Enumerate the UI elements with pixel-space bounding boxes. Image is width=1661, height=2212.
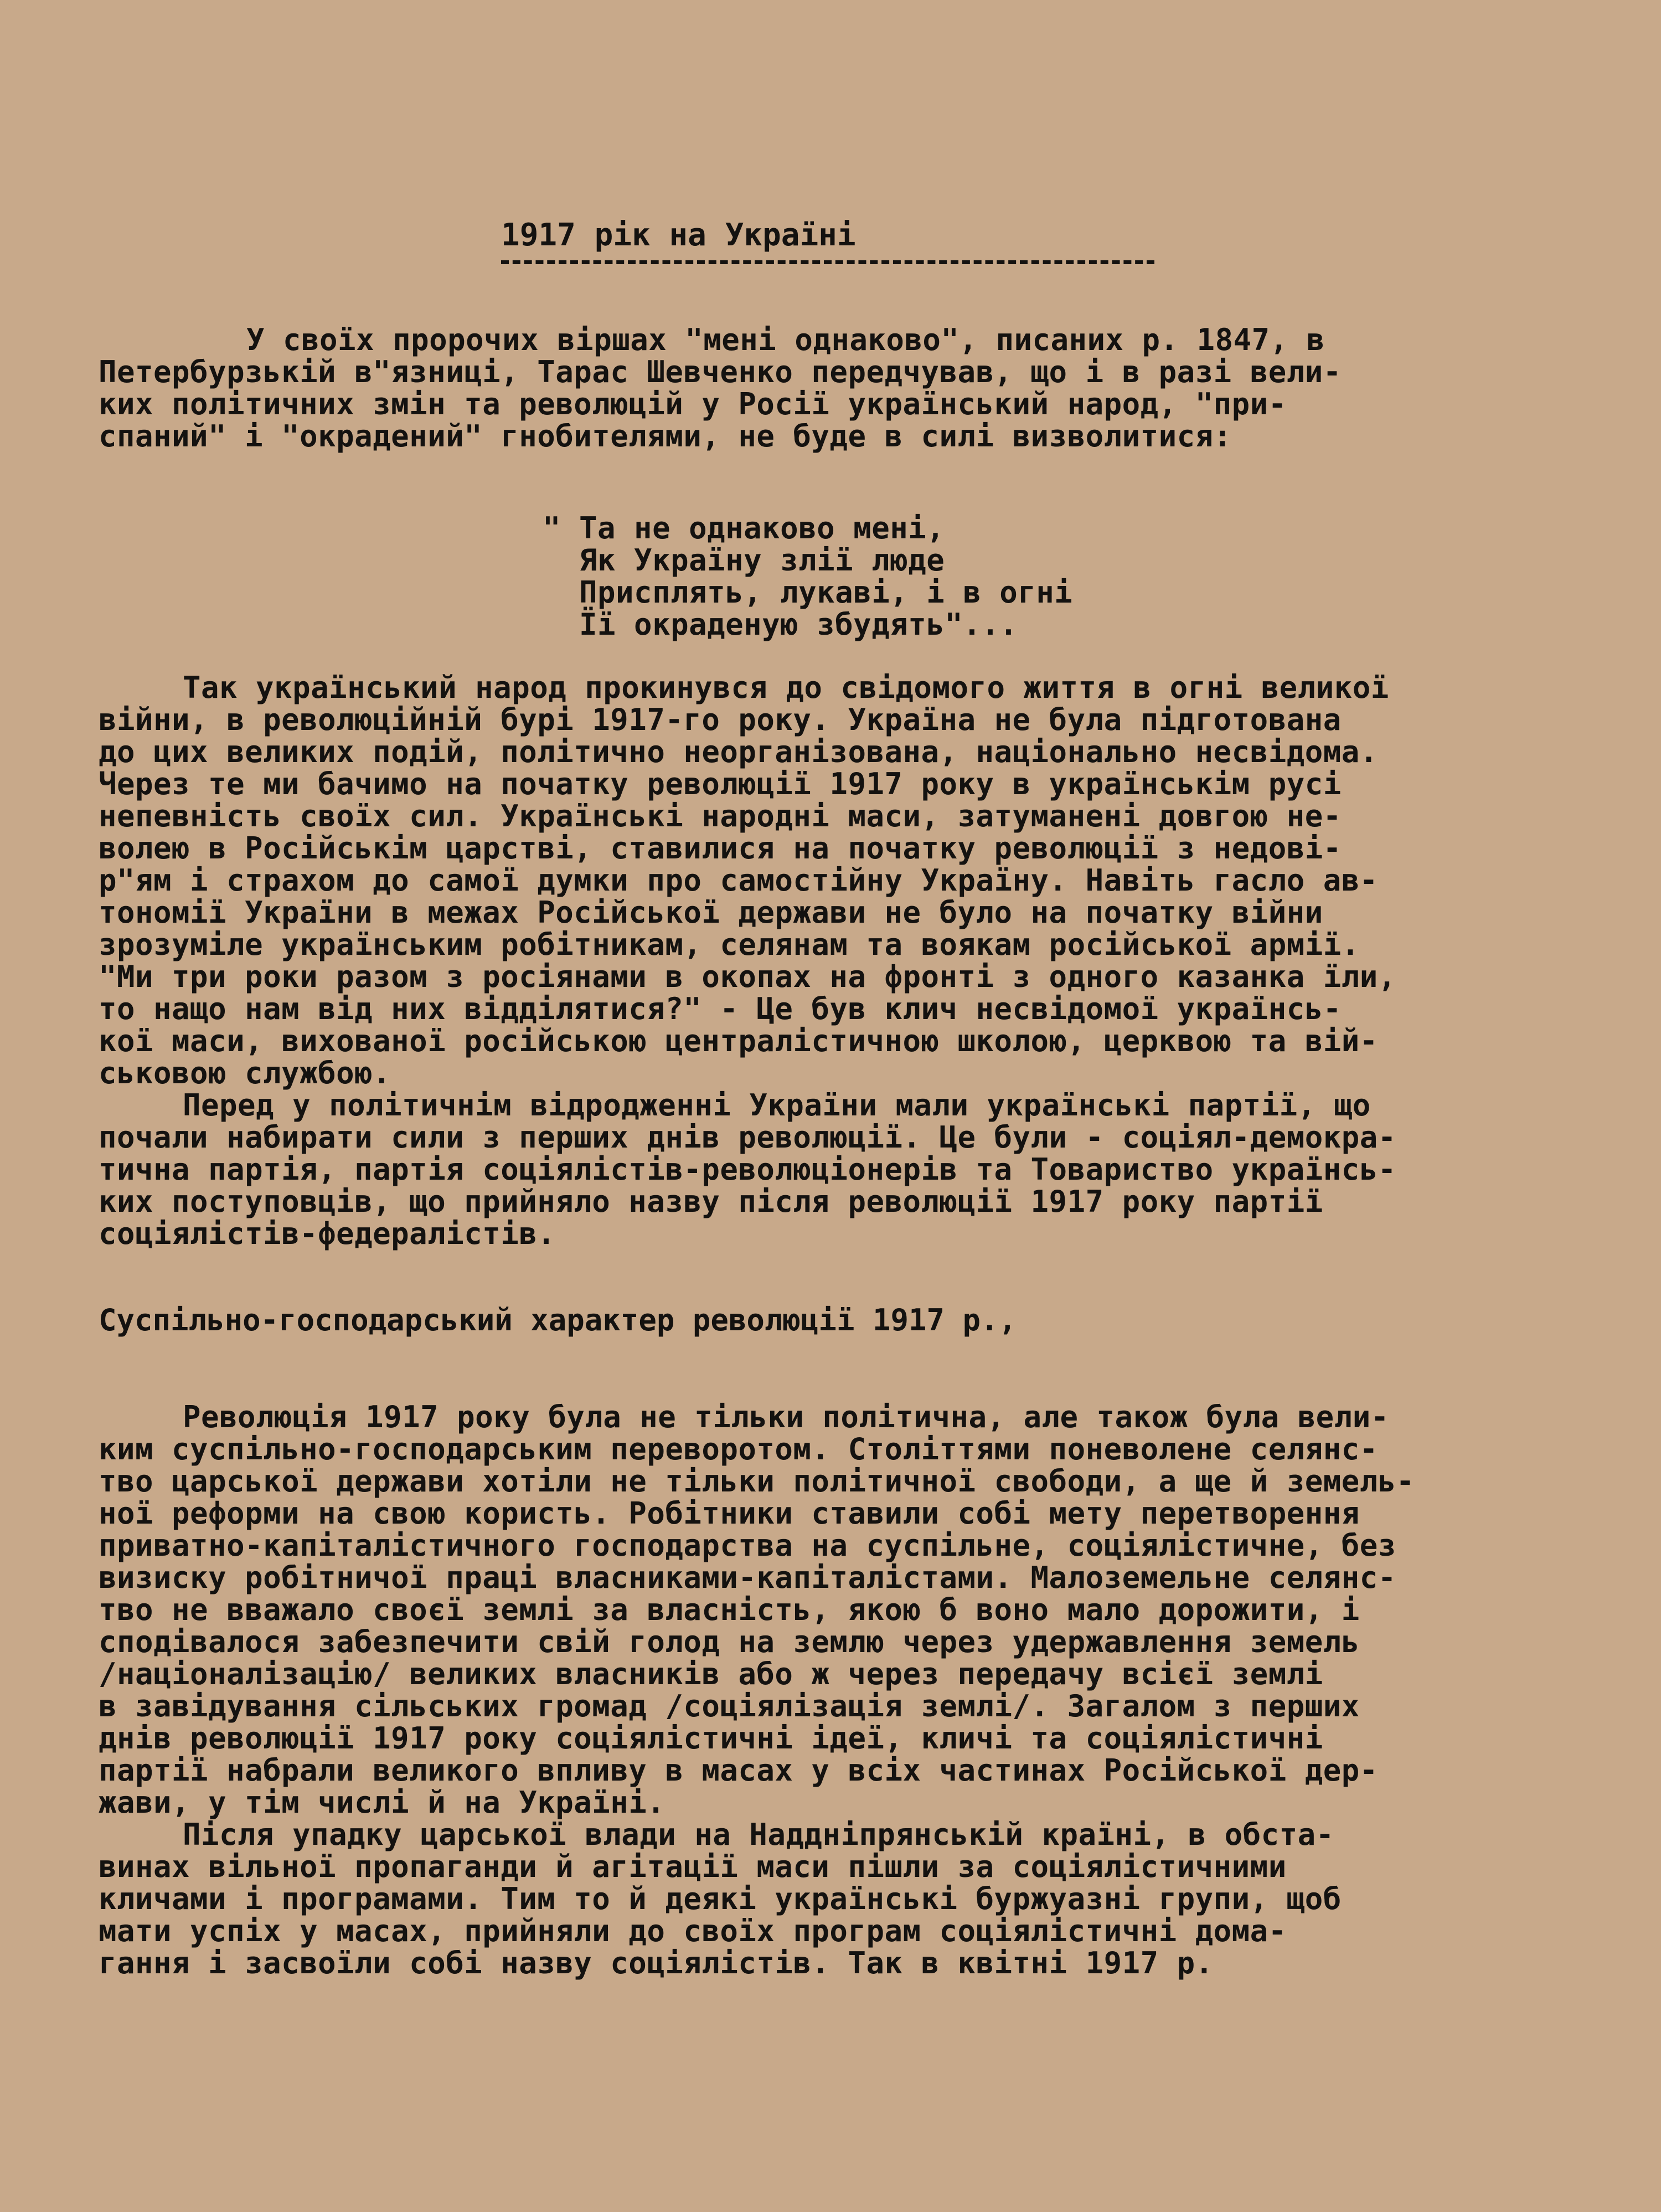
paragraph-2-line: то нащо нам від них відділятися?" - Це був клич несвідомої українсь- [99, 991, 1342, 1026]
paragraph-2-line: тономії України в межах Російської держави не було на початку війни [99, 895, 1323, 930]
poem-line: Її окраденую збудять"... [543, 607, 1018, 642]
paragraph-5-line: гання і засвоїли собі назву соціялістів. Так в квітні 1917 р. [99, 1946, 1214, 1980]
paragraph-4-line: жави, у тім числі й на Україні. [99, 1785, 666, 1820]
paragraph-2-line: зрозуміле українським робітникам, селянам та воякам російської армії. [99, 927, 1360, 962]
section-heading: Суспільно-господарський характер революції 1917 р., [99, 1303, 1017, 1338]
paragraph-3-line: Перед у політичнім відродженні України мали українські партії, що [183, 1088, 1371, 1123]
paragraph-3-line: соціялістів-федералістів. [99, 1216, 556, 1251]
paragraph-4-line: ким суспільно-господарським переворотом. Століттями поневолене селянс- [99, 1432, 1378, 1467]
paragraph-1-line: Петербурзькій в"язниці, Тарас Шевченко передчував, що і в разі вели- [99, 354, 1342, 389]
paragraph-3-line: тична партія, партія соціялістів-революціонерів та Товариство українсь- [99, 1152, 1396, 1187]
paragraph-4-line: в завідування сільських громад /соціялізація землі/. Загалом з перших [99, 1689, 1360, 1724]
paragraph-4-line: приватно-капіталістичного господарства на суспільне, соціялістичне, без [99, 1528, 1396, 1563]
paragraph-5-line: Після упадку царської влади на Наддніпрянській країні, в обста- [183, 1817, 1334, 1852]
paragraph-5-line: винах вільної пропаганди й агітації маси пішли за соціялістичними [99, 1849, 1287, 1884]
paragraph-2-line: кої маси, вихованої російською централістичною школою, церквою та вій- [99, 1023, 1378, 1058]
paragraph-2-line: війни, в революційній бурі 1917-го року. Україна не була підготована [99, 702, 1342, 737]
paragraph-4-line: днів революції 1917 року соціялістичні ідеї, кличі та соціялістичні [99, 1721, 1323, 1756]
paragraph-4-line: визиску робітничої праці власниками-капіталістами. Малоземельне селянс- [99, 1560, 1396, 1595]
paragraph-1-line: ких політичних змін та революцій у Росії український народ, "при- [99, 387, 1287, 421]
paragraph-4-line: тво не вважало своєї землі за власність, якою б воно мало дорожити, і [99, 1592, 1360, 1627]
paragraph-1-line: спаний" і "окрадений" гнобителями, не буде в силі визволитися: [99, 419, 1232, 454]
paragraph-3-line: почали набирати сили з перших днів революції. Це були - соціял-демокра- [99, 1120, 1396, 1155]
paragraph-2-line: до цих великих подій, політично неорганізована, національно несвідома. [99, 734, 1378, 769]
paragraph-4-line: /націоналізацію/ великих власників або ж через передачу всієї землі [99, 1657, 1323, 1691]
poem-line: Як Україну злії люде [543, 543, 945, 578]
paragraph-2-line: р"ям і страхом до самої думки про самостійну Україну. Навіть гасло ав- [99, 863, 1378, 898]
paragraph-2-line: Через те ми бачимо на початку революції 1917 року в українськім русі [99, 767, 1342, 801]
paragraph-2-line: ськовою службою. [99, 1056, 391, 1090]
paragraph-2-line: волею в Російськім царстві, ставилися на початку революції з недові- [99, 831, 1342, 866]
paragraph-2-line: Так український народ прокинувся до свідомого життя в огні великої [183, 670, 1389, 705]
paragraph-5-line: мати успіх у масах, прийняли до своїх програм соціялістичні дома- [99, 1913, 1287, 1948]
paragraph-4-line: ної реформи на свою користь. Робітники ставили собі мету перетворення [99, 1496, 1360, 1531]
paragraph-5-line: кличами і програмами. Тим то й деякі українські буржуазні групи, щоб [99, 1881, 1342, 1916]
paragraph-4-line: Революція 1917 року була не тільки політична, але також була вели- [183, 1400, 1389, 1434]
title-underline [501, 260, 1154, 264]
document-title: 1917 рік на Україні [501, 217, 856, 253]
paragraph-4-line: тво царської держави хотіли не тільки політичної свободи, а ще й земель- [99, 1464, 1415, 1499]
paragraph-2-line: "Ми три роки разом з росіянами в окопах на фронті з одного казанка їли, [99, 959, 1396, 994]
paragraph-2-line: непевність своїх сил. Українські народні маси, затуманені довгою не- [99, 799, 1342, 834]
poem-line: Присплять, лукаві, і в огні [543, 575, 1073, 610]
poem-line: " Та не однаково мені, [543, 511, 945, 546]
paragraph-1-line: У своїх пророчих віршах "мені однаково", писаних р. 1847, в [246, 322, 1325, 357]
paragraph-4-line: сподівалося забезпечити свій голод на землю через удержавлення земель [99, 1624, 1360, 1659]
paragraph-3-line: ких поступовців, що прийняло назву після революції 1917 року партії [99, 1184, 1323, 1219]
paragraph-4-line: партії набрали великого впливу в масах у всіх частинах Російської дер- [99, 1753, 1378, 1788]
